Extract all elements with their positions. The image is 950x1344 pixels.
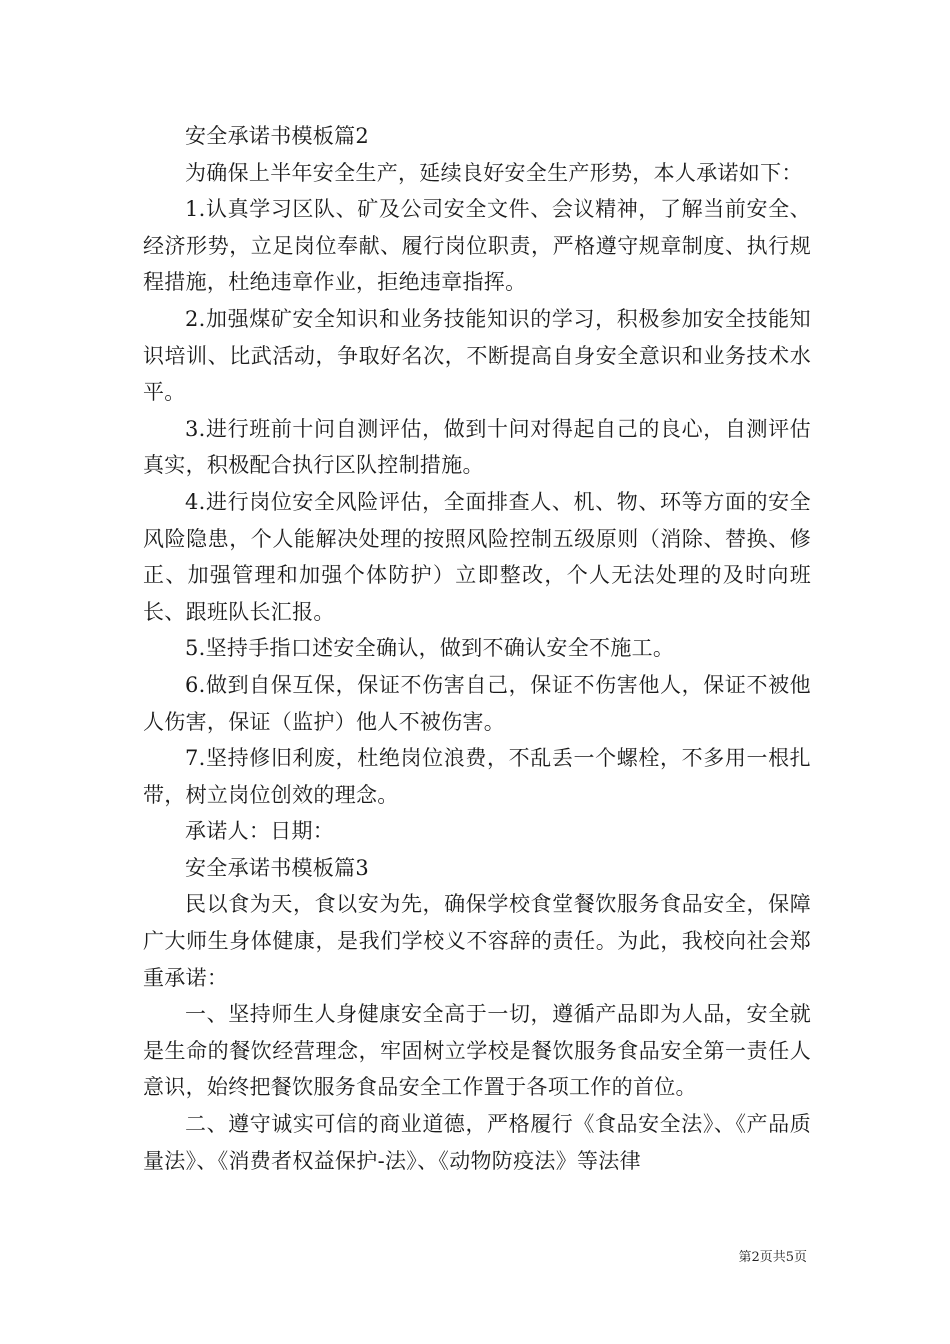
section-heading-2: 安全承诺书模板篇2: [185, 124, 370, 148]
intro-paragraph: 为确保上半年安全生产，延续良好安全生产形势，本人承诺如下：: [185, 160, 803, 185]
commitment-item-4: 4.进行岗位安全风险评估，全面排查人、机、物、环等方面的安全风险隐患，个人能解决处理的按照风险控制五级原则（消除、替换、修正、加强管理和加强个体防护）立即整改，个人无法处理的及时向班长、跟班队长汇报。: [143, 489, 811, 624]
commitment-item-6: 6.做到自保互保，保证不伤害自己，保证不伤害他人，保证不被他人伤害，保证（监护）他人不被伤害。: [143, 672, 811, 734]
section-3-item-1: 一、坚持师生人身健康安全高于一切，遵循产品即为人品，安全就是生命的餐饮经营理念，牢固树立学校是餐饮服务食品安全第一责任人意识，始终把餐饮服务食品安全工作置于各项工作的首位。: [143, 1002, 811, 1100]
commitment-item-3: 3.进行班前十问自测评估，做到十问对得起自己的良心，自测评估真实，积极配合执行区队控制措施。: [143, 416, 811, 478]
section-heading-3: 安全承诺书模板篇3: [185, 855, 370, 880]
signature-line: 承诺人：日期：: [185, 819, 335, 844]
commitment-item-7: 7.坚持修旧利废，杜绝岗位浪费，不乱丢一个螺栓，不多用一根扎带，树立岗位创效的理念。: [143, 746, 811, 807]
document-body: [143, 118, 811, 1179]
section-3-intro: 民以食为天，食以安为先，确保学校食堂餐饮服务食品安全，保障广大师生身体健康，是我们学校义不容辞的责任。为此，我校向社会郑重承诺：: [143, 892, 811, 990]
page-number: 第2页共5页: [738, 1250, 807, 1265]
commitment-item-1: 1.认真学习区队、矿及公司安全文件、会议精神，了解当前安全、经济形势，立足岗位奉献、履行岗位职责，严格遵守规章制度、执行规程措施，杜绝违章作业，拒绝违章指挥。: [143, 197, 811, 295]
commitment-item-5: 5.坚持手指口述安全确认，做到不确认安全不施工。: [185, 636, 675, 661]
commitment-item-2: 2.加强煤矿安全知识和业务技能知识的学习，积极参加安全技能知识培训、比武活动，争取好名次，不断提高自身安全意识和业务技术水平。: [143, 306, 811, 405]
section-3-item-2: 二、遵守诚实可信的商业道德，严格履行《食品安全法》、《产品质量法》、《消费者权益保护-法》、《动物防疫法》等法律: [143, 1112, 811, 1173]
